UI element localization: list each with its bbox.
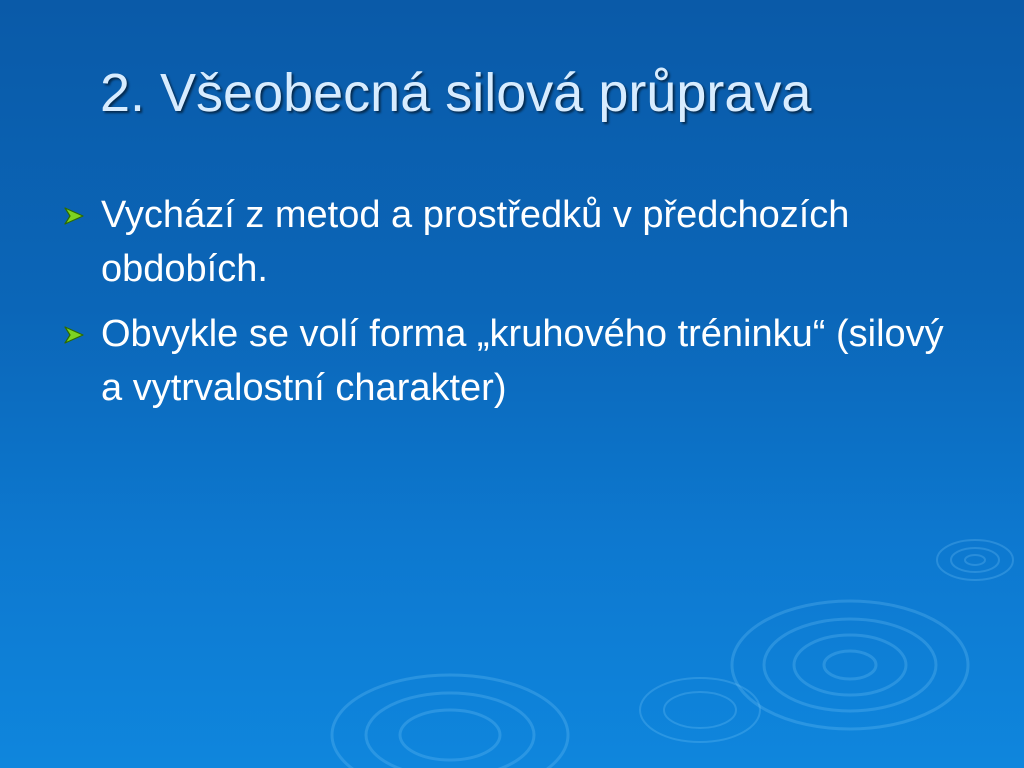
slide-title: 2. Všeobecná silová průprava — [100, 63, 812, 123]
bullet-text: Vychází z metod a prostředků v předchozích obdobích. — [101, 194, 850, 290]
arrow-bullet-icon — [62, 205, 88, 227]
bullet-text: Obvykle se volí forma „kruhového tréninku“ (silový a vytrvalostní charakter) — [101, 313, 944, 409]
bullet-item — [62, 188, 962, 296]
bullet-item — [62, 307, 962, 415]
arrow-bullet-icon — [62, 324, 88, 346]
bullet-list — [62, 188, 962, 426]
